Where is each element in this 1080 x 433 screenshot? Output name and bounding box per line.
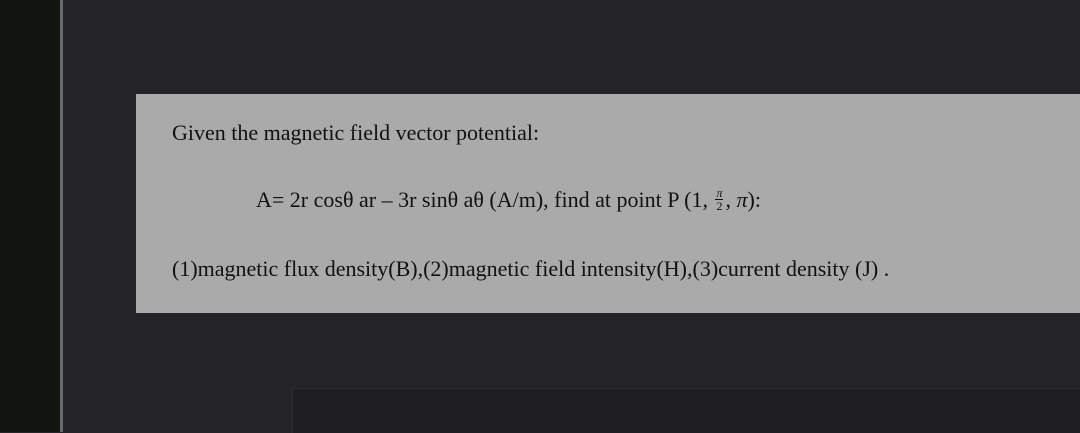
vertical-divider (60, 0, 63, 432)
point-open: (1, (678, 187, 714, 212)
bottom-panel (292, 388, 1080, 433)
fraction-denominator: 2 (716, 199, 723, 214)
problem-equation (256, 187, 761, 214)
problem-card (136, 94, 1080, 313)
problem-tasks: (1)magnetic flux density(B),(2)magnetic field intensity(H),(3)current density (J) . (172, 256, 890, 281)
point-pi: π (736, 187, 748, 212)
left-dark-strip (0, 0, 60, 432)
pi-over-2-fraction (715, 187, 723, 212)
point-close: ): (747, 187, 761, 212)
problem-intro: Given the magnetic field vector potential: (172, 120, 540, 145)
fraction-numerator: π (716, 186, 723, 201)
point-separator: , (725, 187, 737, 212)
equation-expression: A= 2r cosθ ar – 3r sinθ aθ (A/m), find at point P (256, 187, 679, 212)
